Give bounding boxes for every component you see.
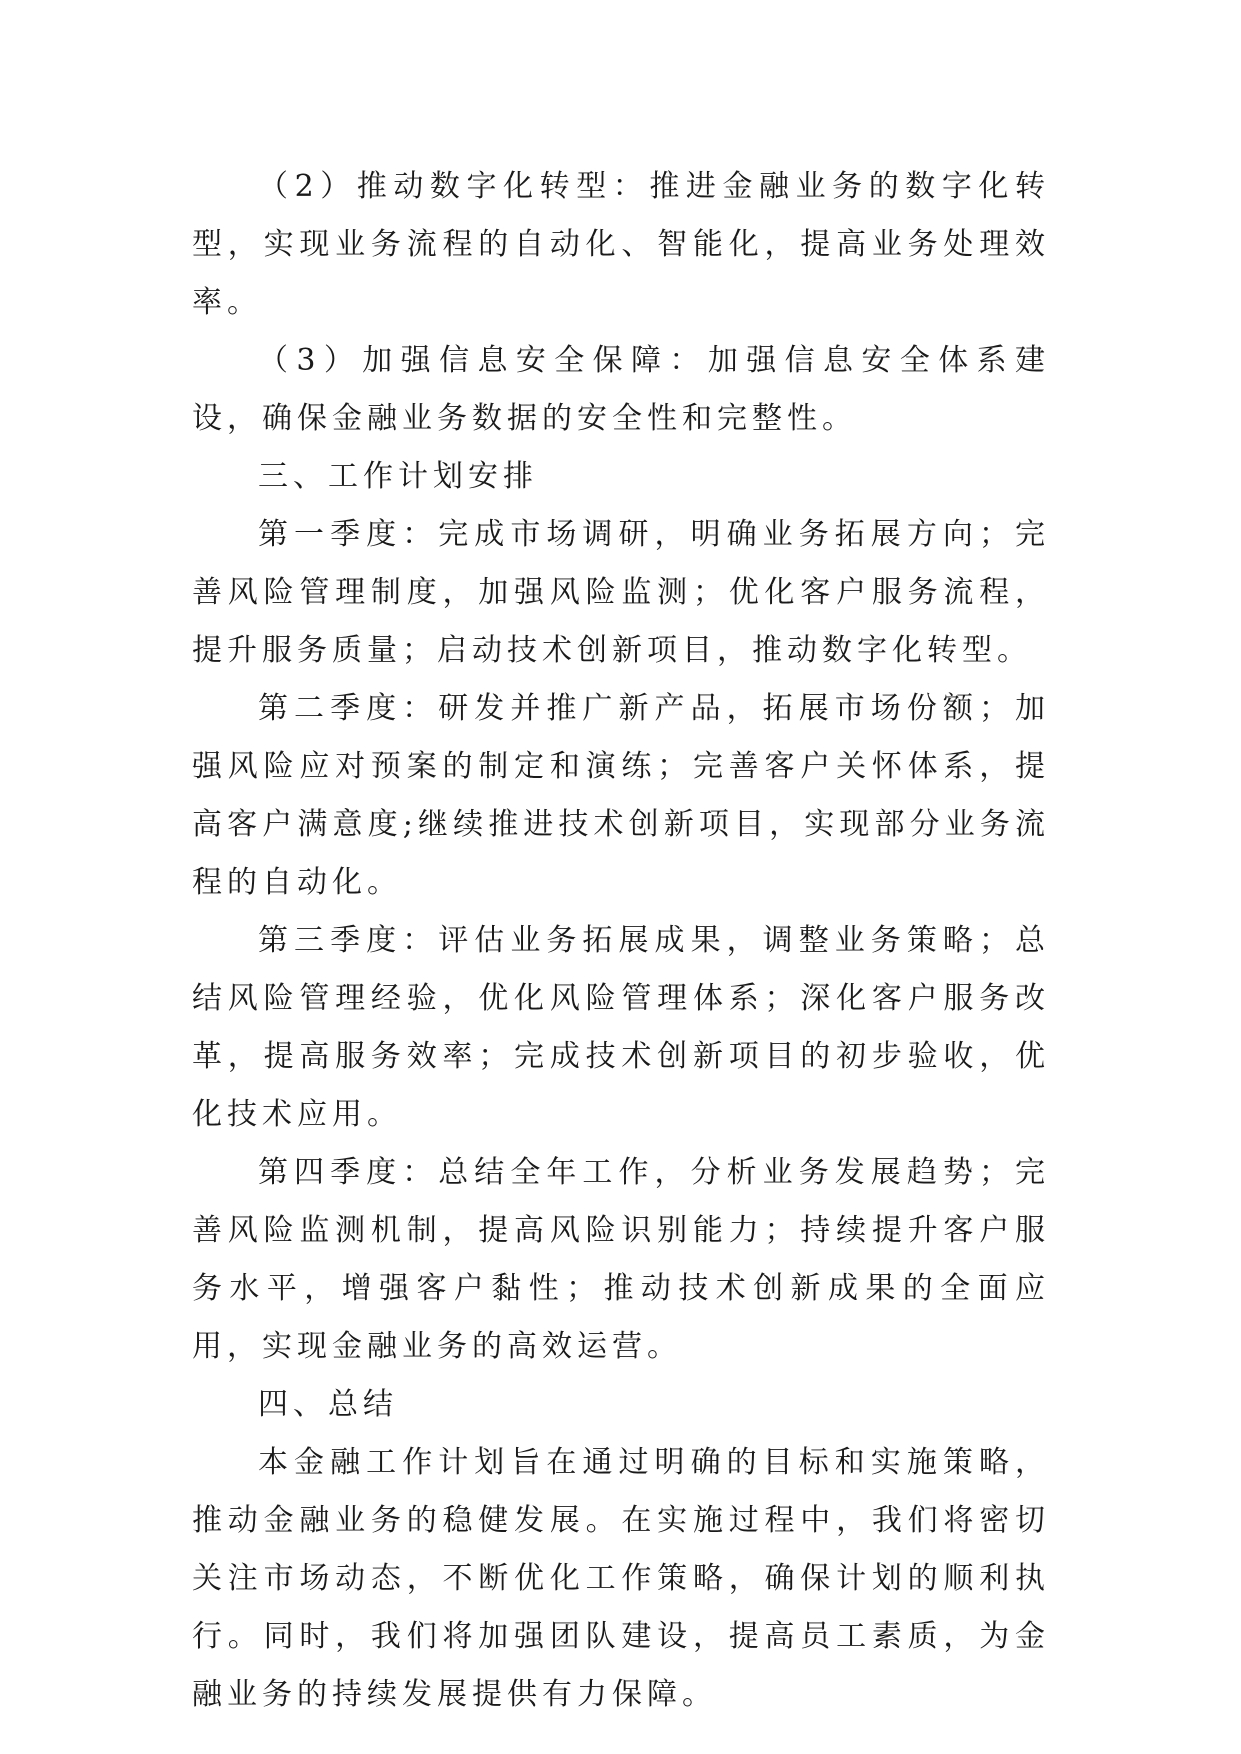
paragraph-q4: 第四季度：总结全年工作，分析业务发展趋势；完善风险监测机制，提高风险识别能力；持续提升客户服务水平，增强客户黏性；推动技术创新成果的全面应用，实现金融业务的高效运营。 xyxy=(192,1155,1050,1364)
paragraph-q3: 第三季度：评估业务拓展成果，调整业务策略；总结风险管理经验，优化风险管理体系；深化客户服务改革，提高服务效率；完成技术创新项目的初步验收，优化技术应用。 xyxy=(192,923,1050,1132)
paragraph-q2: 第二季度：研发并推广新产品，拓展市场份额；加强风险应对预案的制定和演练；完善客户关怀体系，提高客户满意度;继续推进技术创新项目，实现部分业务流程的自动化。 xyxy=(192,691,1050,900)
document-body xyxy=(192,158,1050,1724)
section-heading-work-plan: 三、工作计划安排 xyxy=(258,459,538,494)
paragraph-info-security: （3）加强信息安全保障：加强信息安全体系建设，确保金融业务数据的安全性和完整性。 xyxy=(192,343,1050,436)
section-heading-summary: 四、总结 xyxy=(258,1387,398,1422)
paragraph-summary: 本金融工作计划旨在通过明确的目标和实施策略，推动金融业务的稳健发展。在实施过程中，我们将密切关注市场动态，不断优化工作策略，确保计划的顺利执行。同时，我们将加强团队建设，提高员工素质，为金融业务的持续发展提供有力保障。 xyxy=(192,1445,1050,1712)
paragraph-q1: 第一季度：完成市场调研，明确业务拓展方向；完善风险管理制度，加强风险监测；优化客户服务流程，提升服务质量；启动技术创新项目，推动数字化转型。 xyxy=(192,517,1050,668)
paragraph-digital-transformation: （2）推动数字化转型：推进金融业务的数字化转型，实现业务流程的自动化、智能化，提高业务处理效率。 xyxy=(192,169,1050,320)
